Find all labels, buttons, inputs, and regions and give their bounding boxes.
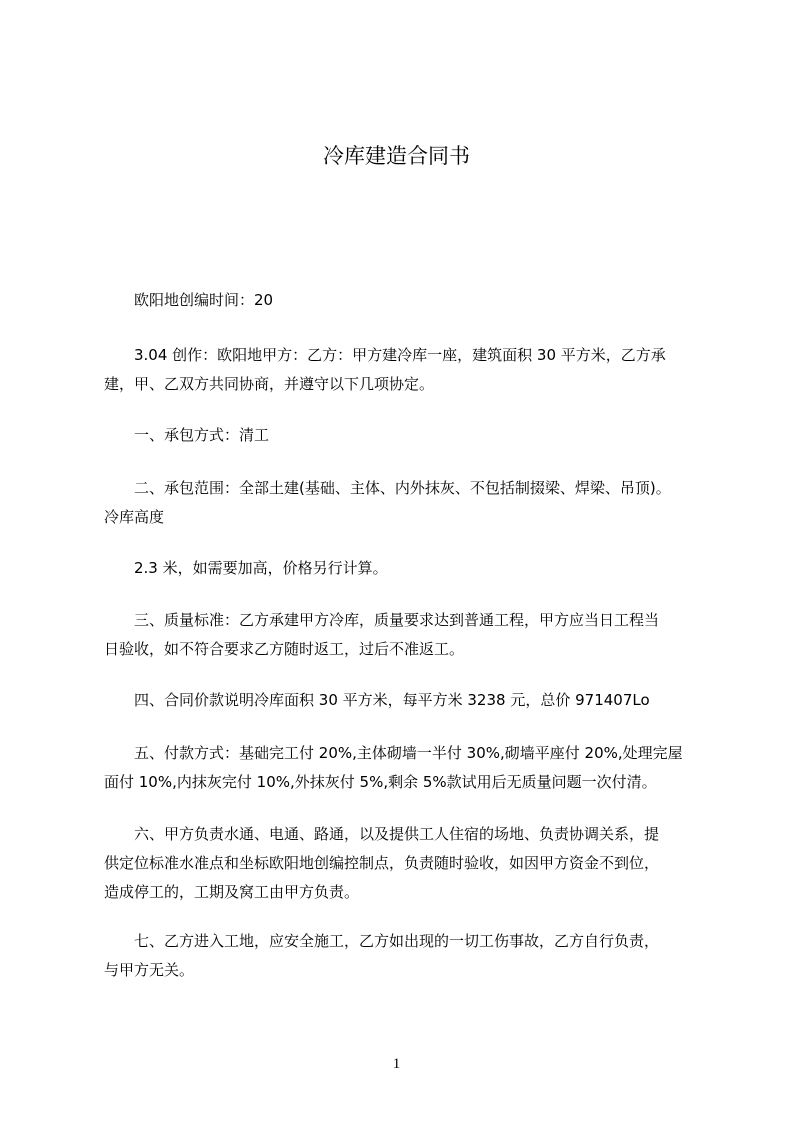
paragraph-line: 造成停工的，工期及窝工由甲方负责。 <box>104 883 360 901</box>
paragraph-date <box>104 286 704 315</box>
paragraph-contract-price <box>104 686 704 715</box>
paragraph-contract-scope <box>104 474 704 532</box>
paragraph-line: 2.3 米，如需要加高，价格另行计算。 <box>104 559 388 577</box>
paragraph-line: 一、承包方式：清工 <box>104 426 270 444</box>
paragraph-contract-method <box>104 421 704 450</box>
paragraph-payment-method <box>104 739 704 797</box>
paragraph-line: 供定位标准水准点和坐标欧阳地创编控制点，负责随时验收，如因甲方资金不到位， <box>104 854 660 872</box>
paragraph-height <box>104 554 704 583</box>
paragraph-line: 五、付款方式：基础完工付 20%,主体砌墙一半付 30%,砌墙平座付 20%,处理完屋 <box>104 744 683 762</box>
paragraph-line: 六、甲方负责水通、电通、路通，以及提供工人住宿的场地、负责协调关系，提 <box>104 825 660 843</box>
page-number: 1 <box>392 1056 401 1072</box>
paragraph-line: 面付 10%,内抹灰完付 10%,外抹灰付 5%,剩余 5%款试用后无质量问题一次付清。 <box>104 773 657 791</box>
document-title: 冷库建造合同书 <box>323 144 470 168</box>
paragraph-line: 冷库高度 <box>104 508 165 526</box>
paragraph-party-a-responsibilities <box>104 820 704 907</box>
paragraph-intro <box>104 341 704 399</box>
paragraph-line: 日验收，如不符合要求乙方随时返工，过后不准返工。 <box>104 640 465 658</box>
paragraph-line: 三、质量标准：乙方承建甲方冷库，质量要求达到普通工程，甲方应当日工程当 <box>104 611 660 629</box>
paragraph-line: 四、合同价款说明冷库面积 30 平方米，每平方米 3238 元，总价 971407Lo <box>104 691 650 709</box>
paragraph-line: 七、乙方进入工地，应安全施工，乙方如出现的一切工伤事故，乙方自行负责， <box>104 932 660 950</box>
paragraph-line: 二、承包范围：全部土建(基础、主体、内外抹灰、不包括制掇梁、焊梁、吊顶)。 <box>104 479 671 497</box>
paragraph-line: 3.04 创作：欧阳地甲方：乙方：甲方建冷库一座，建筑面积 30 平方米，乙方承 <box>104 346 666 364</box>
paragraph-line: 建，甲、乙双方共同协商，并遵守以下几项协定。 <box>104 375 435 393</box>
paragraph-quality-standard <box>104 606 704 664</box>
paragraph-line: 与甲方无关。 <box>104 961 195 979</box>
paragraph-safety <box>104 927 704 985</box>
paragraph-line: 欧阳地创编时间：20 <box>104 291 274 309</box>
